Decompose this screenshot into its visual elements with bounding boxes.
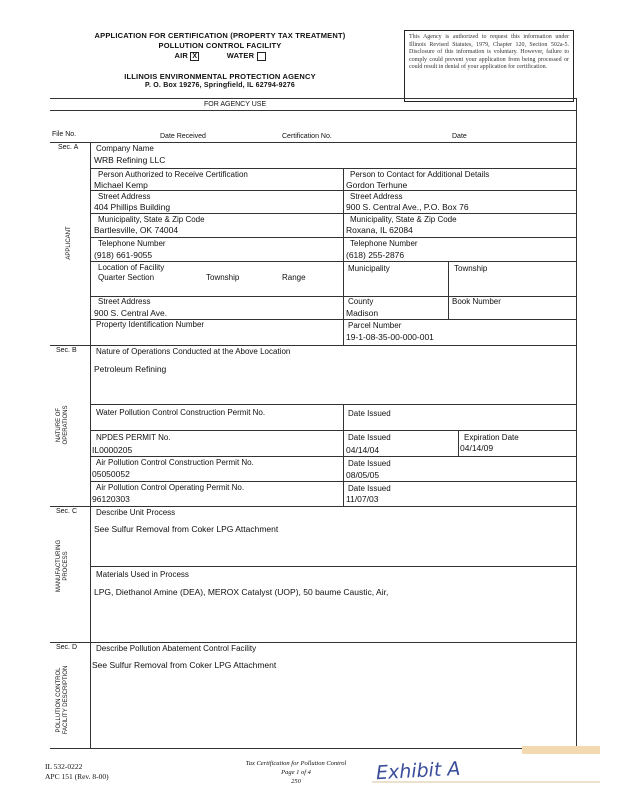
divider — [448, 261, 449, 319]
divider — [343, 168, 344, 345]
divider — [50, 642, 576, 643]
divider — [90, 481, 576, 482]
telephone-2-label: Telephone Number — [350, 239, 418, 248]
agency-use-label: FOR AGENCY USE — [204, 101, 267, 108]
form-number: IL 532-0222 — [45, 762, 83, 771]
divider — [90, 142, 91, 748]
telephone-1-value: (918) 661-9055 — [94, 250, 153, 260]
water-permit-label: Water Pollution Control Construction Permit No. — [96, 408, 266, 417]
divider — [90, 404, 576, 405]
divider — [90, 261, 576, 262]
date-label: Date — [452, 133, 467, 140]
authorized-person-label: Person Authorized to Receive Certification — [98, 170, 248, 179]
air-operating-permit-label: Air Pollution Control Operating Permit No. — [96, 483, 245, 492]
file-no-label: File No. — [52, 131, 77, 138]
divider — [90, 296, 576, 297]
divider — [50, 345, 576, 346]
authorized-person-value: Michael Kemp — [94, 180, 148, 190]
air-construction-date-value: 08/05/05 — [346, 470, 380, 480]
county-label: County — [348, 297, 374, 306]
company-name-label: Company Name — [96, 144, 154, 153]
water-label: WATER — [226, 51, 255, 60]
nature-of-operations-label: Nature of Operations Conducted at the Above Location — [96, 347, 291, 356]
municipality-1-label: Municipality, State & Zip Code — [98, 215, 205, 224]
form-revision: APC 151 (Rev. 8-00) — [45, 772, 109, 781]
quarter-section-label: Quarter Section — [98, 273, 155, 282]
facility-location-label: Location of Facility — [98, 263, 165, 272]
form-title: APPLICATION FOR CERTIFICATION (PROPERTY TAX TREATMENT) — [94, 31, 346, 40]
agency-address: P. O. Box 19276, Springfield, IL 62794-9276 — [145, 82, 295, 89]
pollution-facility-label: Describe Pollution Abatement Control Facility — [96, 644, 257, 653]
sec-c-side-line1: MANUFACTURING — [56, 539, 62, 593]
agency-name: ILLINOIS ENVIRONMENTAL PROTECTION AGENCY — [124, 72, 316, 81]
divider — [343, 404, 344, 506]
disclosure-notice: This Agency is authorized to request this information under Illinois Revised Statutes, 1979, Chapter 120, Section 502a-5. Disclosure of this information is voluntary. However, failure to comply could prevent your application from being processed or could result in denial of your application for certification. — [404, 30, 574, 102]
township-2-label: Township — [454, 264, 488, 273]
property-id-label: Property Identification Number — [96, 320, 205, 329]
divider — [90, 168, 576, 169]
telephone-1-label: Telephone Number — [98, 239, 166, 248]
sec-c-side-label — [56, 526, 70, 606]
form-subtitle: POLLUTION CONTROL FACILITY — [158, 41, 282, 50]
divider — [50, 142, 576, 143]
divider — [90, 566, 576, 567]
expiration-date-value: 04/14/09 — [460, 443, 494, 453]
air-checkbox[interactable]: X — [190, 52, 199, 61]
page-number: Page 1 of 4 — [281, 769, 311, 776]
sec-d-tag: Sec. D — [56, 644, 78, 651]
street-address-1-value: 404 Phillips Building — [94, 202, 171, 212]
company-name-value: WRB Refining LLC — [94, 155, 166, 165]
divider — [90, 237, 576, 238]
municipality-2-value: Roxana, IL 62084 — [346, 225, 413, 235]
sec-b-side-line2: OPERATIONS — [63, 405, 69, 445]
street-address-3-label: Street Address — [98, 297, 151, 306]
contact-person-label: Person to Contact for Additional Details — [350, 170, 490, 179]
air-operating-permit-value: 96120303 — [92, 494, 130, 504]
street-address-2-value: 900 S. Central Ave., P.O. Box 76 — [346, 202, 469, 212]
npdes-date-value: 04/14/04 — [346, 445, 380, 455]
water-checkbox[interactable] — [257, 52, 266, 61]
divider — [50, 98, 576, 99]
air-construction-permit-label: Air Pollution Control Construction Permit No. — [96, 458, 254, 467]
contact-person-value: Gordon Terhune — [346, 180, 408, 190]
footer-title: Tax Certification for Pollution Control — [245, 760, 347, 767]
telephone-2-value: (618) 255-2876 — [346, 250, 405, 260]
date-received-label: Date Received — [160, 133, 206, 140]
sec-b-tag: Sec. B — [56, 347, 77, 354]
sec-c-tag: Sec. C — [56, 508, 78, 515]
npdes-permit-label: NPDES PERMIT No. — [96, 433, 171, 442]
sec-d-side-line2: FACILITY DESCRIPTION — [63, 665, 69, 735]
street-address-2-label: Street Address — [350, 192, 403, 201]
sec-a-tag: Sec. A — [58, 144, 79, 151]
divider — [90, 456, 576, 457]
book-number-label: Book Number — [452, 297, 501, 306]
municipality-label: Municipality — [348, 264, 390, 273]
municipality-1-value: Bartlesville, OK 74004 — [94, 225, 179, 235]
street-address-1-label: Street Address — [98, 192, 151, 201]
air-construction-permit-value: 05050052 — [92, 469, 130, 479]
divider — [50, 506, 576, 507]
air-water-selector — [60, 51, 380, 61]
sec-a-side-label: APPLICANT — [66, 226, 72, 260]
nature-of-operations-value: Petroleum Refining — [94, 364, 167, 374]
air-construction-date-label: Date Issued — [348, 459, 391, 468]
sec-d-side-label — [56, 656, 70, 744]
materials-label: Materials Used in Process — [96, 570, 189, 579]
unit-process-value: See Sulfur Removal from Coker LPG Attachment — [94, 524, 279, 534]
divider — [90, 190, 576, 191]
divider — [50, 110, 576, 111]
township-label: Township — [206, 273, 240, 282]
divider — [458, 430, 459, 456]
air-operating-date-value: 11/07/03 — [346, 494, 379, 504]
footer-code: 250 — [291, 778, 301, 785]
divider — [576, 98, 577, 748]
materials-value: LPG, Diethanol Amine (DEA), MEROX Catalyst (UOP), 50 baume Caustic, Air, — [94, 587, 389, 597]
exhibit-label: Exhibit A — [375, 757, 461, 785]
unit-process-label: Describe Unit Process — [96, 508, 176, 517]
npdes-permit-value: IL0000205 — [92, 445, 133, 455]
municipality-2-label: Municipality, State & Zip Code — [350, 215, 457, 224]
divider — [90, 430, 576, 431]
sec-c-side-line2: PROCESS — [63, 551, 69, 581]
air-label: AIR — [174, 51, 188, 60]
sec-d-side-line1: POLLUTION CONTROL — [56, 667, 62, 733]
street-address-3-value: 900 S. Central Ave. — [94, 308, 168, 318]
sec-b-side-line1: NATURE OF — [56, 407, 62, 443]
sec-b-side-label — [56, 390, 70, 460]
expiration-date-label: Expiration Date — [464, 433, 519, 442]
divider — [90, 213, 576, 214]
npdes-date-label: Date Issued — [348, 433, 391, 442]
pollution-facility-value: See Sulfur Removal from Coker LPG Attachment — [92, 660, 277, 670]
parcel-number-value: 19-1-08-35-00-000-001 — [346, 332, 434, 342]
range-label: Range — [282, 273, 306, 282]
parcel-number-label: Parcel Number — [348, 321, 402, 330]
exhibit-tape — [522, 746, 600, 754]
water-permit-date-label: Date Issued — [348, 409, 391, 418]
county-value: Madison — [346, 308, 379, 318]
air-operating-date-label: Date Issued — [348, 484, 391, 493]
certification-no-label: Certification No. — [282, 133, 332, 140]
